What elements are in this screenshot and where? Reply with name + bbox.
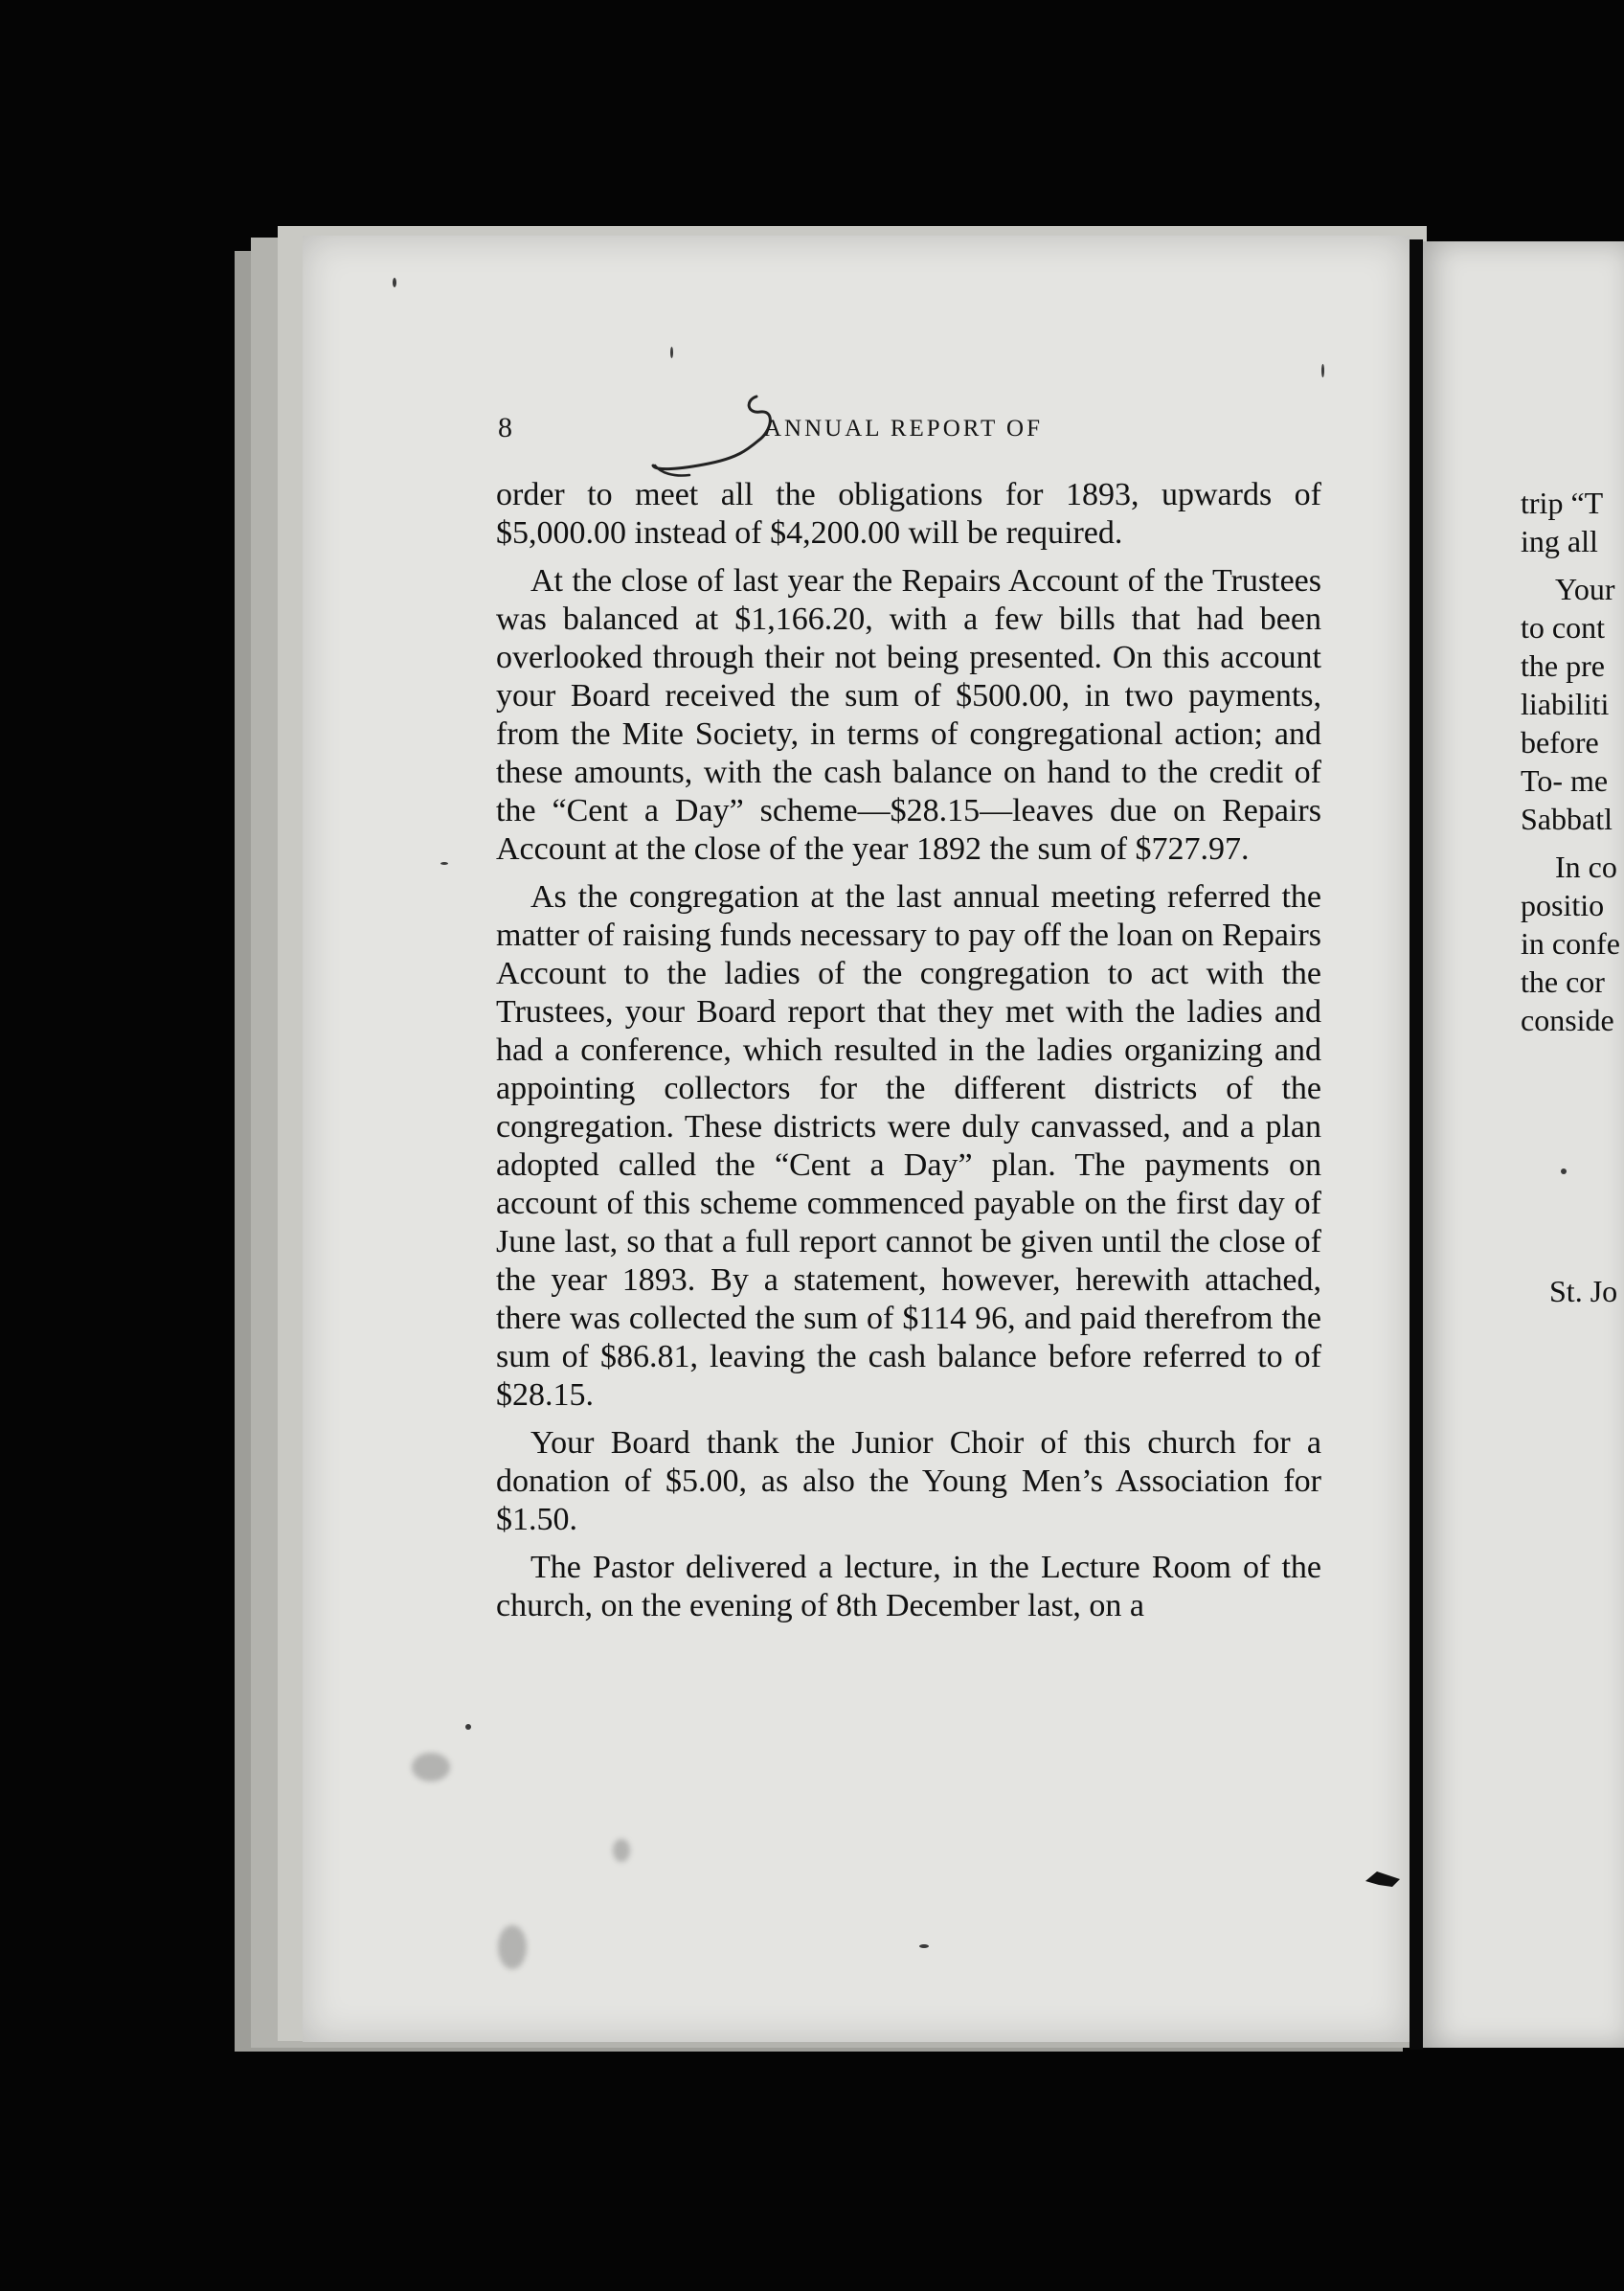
right-page-line: Sabbatl <box>1521 802 1613 836</box>
running-title: ANNUAL REPORT OF <box>764 416 1043 442</box>
right-page-line: liabiliti <box>1521 687 1610 721</box>
right-page-line: before <box>1521 725 1599 760</box>
paper-speck <box>670 347 673 358</box>
paper-smudge <box>613 1839 630 1862</box>
right-page-line: conside <box>1521 1003 1614 1037</box>
torn-corner-mark <box>1364 1868 1402 1891</box>
paper-speck <box>465 1724 471 1730</box>
paper-speck <box>1561 1168 1567 1174</box>
right-page-line: Your <box>1555 572 1615 606</box>
paragraph: As the congregation at the last annual meeting referred the matter of raising funds necessary to pay off the loan on Repairs Account to the ladies of the congregation to act with the Trustees, your Board report that they met with the ladies and had a conference, which resulted in the ladies organizing and appointing collectors for the different districts of the congregation. These districts were duly canvassed, and a plan adopted called the “Cent a Day” plan. The payments on account of this scheme commenced payable on the first day of June last, so that a full report cannot be given until the close of the year 1893. By a statement, however, herewith attached, there was collected the sum of $114 96, and paid therefrom the sum of $86.81, leaving the cash balance before referred to of $28.15. <box>496 879 1321 1413</box>
page-number: 8 <box>498 412 512 443</box>
right-page-line: positio <box>1521 888 1605 922</box>
paragraph: order to meet all the obligations for 1893, upwards of $5,000.00 instead of $4,200.00 will be required. <box>496 477 1321 551</box>
body-text <box>496 476 1321 1635</box>
right-page-line: in confe <box>1521 926 1620 961</box>
paper-speck <box>1321 364 1324 377</box>
right-page-line: In co <box>1555 850 1617 884</box>
paper-smudge <box>412 1753 450 1781</box>
book-gutter <box>1410 239 1423 2050</box>
right-page-line: To- me <box>1521 763 1609 798</box>
right-page-line: the pre <box>1521 648 1605 683</box>
paragraph: Your Board thank the Junior Choir of this church for a donation of $5.00, as also the Young Men’s Association for $1.50. <box>496 1425 1321 1537</box>
right-page-line: to cont <box>1521 610 1605 645</box>
right-page-text <box>1521 484 1620 1039</box>
right-page-line: the cor <box>1521 964 1605 999</box>
running-head <box>498 412 1321 460</box>
paper-speck <box>393 278 396 287</box>
paper-speck <box>919 1944 929 1948</box>
paper-smudge <box>498 1925 527 1969</box>
right-page-fragment: St. Jo <box>1549 1274 1618 1308</box>
right-page-line: ing all <box>1521 524 1598 558</box>
paper-speck <box>440 862 448 865</box>
paragraph: The Pastor delivered a lecture, in the Lecture Room of the church, on the evening of 8th December last, on a <box>496 1550 1321 1623</box>
right-page-line: trip “T <box>1521 486 1604 520</box>
paragraph: At the close of last year the Repairs Account of the Trustees was balanced at $1,166.20, with a few bills that had been overlooked through their not being presented. On this account your Board received the sum of $500.00, in two payments, from the Mite Society, in terms of congregational action; and these amounts, with the cash balance on hand to the credit of the “Cent a Day” scheme—$28.15—leaves due on Repairs Account at the close of the year 1892 the sum of $727.97. <box>496 563 1321 867</box>
